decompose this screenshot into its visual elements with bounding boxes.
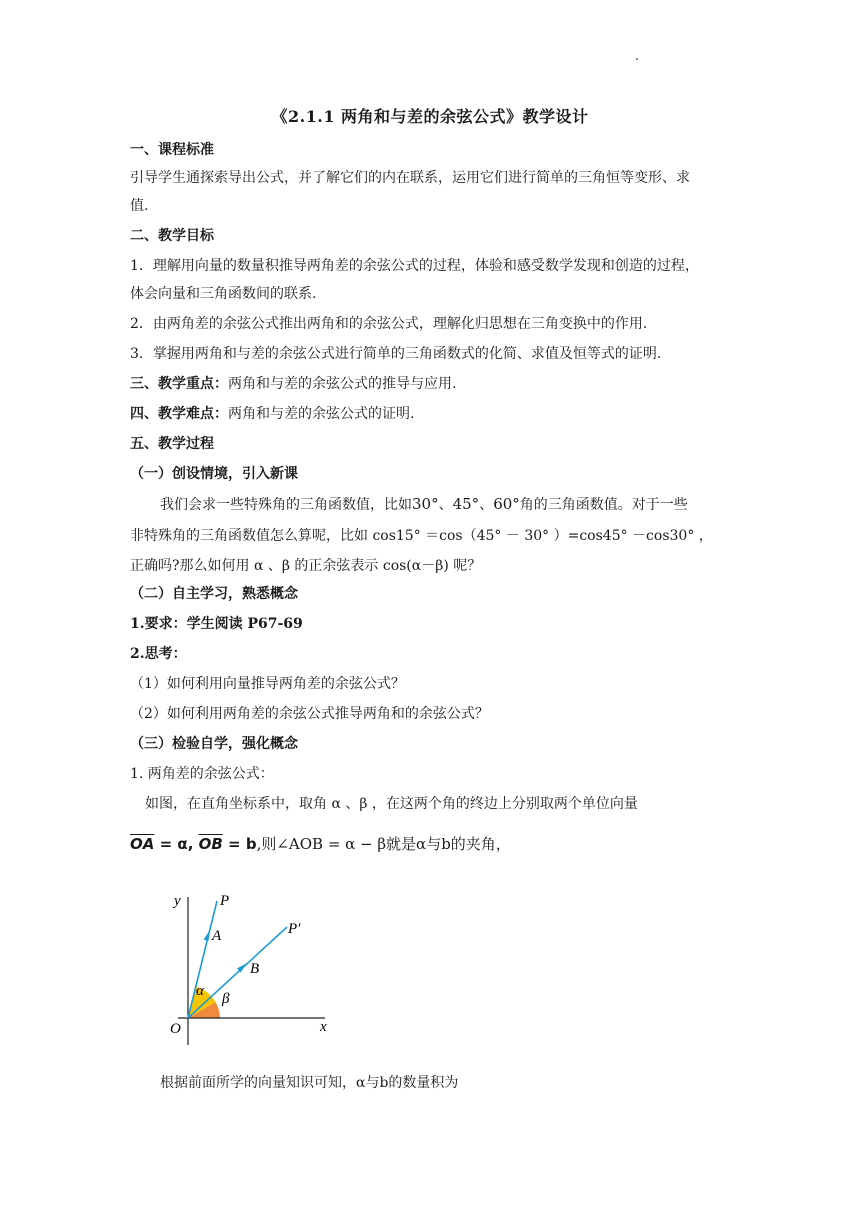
- goal-3: 3．掌握用两角和与差的余弦公式进行简单的三角函数式的化简、求值及恒等式的证明.: [130, 346, 662, 362]
- requirement: 1.要求：学生阅读 P67-69: [130, 616, 303, 632]
- document-title: 《2.1.1 两角和与差的余弦公式》教学设计: [271, 107, 589, 126]
- vector-definition: [130, 834, 730, 854]
- think: 2.思考：: [130, 646, 187, 662]
- goal-2: 2．由两角差的余弦公式推出两角和的余弦公式，理解化归思想在三角变换中的作用.: [130, 316, 648, 332]
- section-1-heading: 一、课程标准: [130, 142, 214, 158]
- vector-eq-2: = b: [222, 835, 257, 853]
- formula-1-text: 如图，在直角坐标系中，取角 α 、β ，在这两个角的终边上分别取两个单位向量: [145, 796, 638, 812]
- x-axis-label: x: [320, 1019, 327, 1035]
- section-5-heading: 五、教学过程: [130, 436, 214, 452]
- formula-1-heading: 1. 两角差的余弦公式：: [130, 766, 274, 782]
- process-1-line-1: [160, 494, 760, 515]
- sep-1: 、: [438, 497, 453, 513]
- vector-oa: $\overline{OA}$: [130, 835, 155, 853]
- vector-eq-1: = α,: [154, 835, 199, 853]
- section-3: [130, 374, 730, 394]
- section-3-heading: 三、教学重点：: [130, 376, 228, 392]
- vector-ob: $\overline{OB}$: [198, 835, 223, 853]
- section-2-heading: 二、教学目标: [130, 228, 214, 244]
- angle-60: 60°: [493, 495, 520, 513]
- goal-1-b: 体会向量和三角函数间的联系.: [130, 286, 317, 302]
- arrow-a-icon: [204, 930, 211, 941]
- section-4-heading: 四、教学难点：: [130, 406, 228, 422]
- vector-opp: [188, 927, 287, 1018]
- angle-45: 45°: [452, 495, 480, 513]
- p1-text-a: 我们会求一些特殊角的三角函数值，比如: [160, 497, 412, 513]
- process-2-heading: （二）自主学习，熟悉概念: [130, 586, 298, 602]
- process-1-line-3: 正确吗?那么如何用 α 、β 的正余弦表示 cos(α－β) 呢？: [130, 558, 482, 574]
- question-1: （1）如何利用向量推导两角差的余弦公式？: [130, 676, 405, 692]
- page-dot: [636, 58, 638, 60]
- sep-2: 、: [479, 497, 494, 513]
- origin-label: O: [170, 1021, 181, 1037]
- section-3-text: 两角和与差的余弦公式的推导与应用.: [228, 376, 457, 392]
- question-2: （2）如何利用两角差的余弦公式推导两角和的余弦公式？: [130, 706, 489, 722]
- unit-vector-figure: [140, 885, 350, 1050]
- beta-label: β: [222, 991, 230, 1007]
- goal-1-a: 1．理解用向量的数量积推导两角差的余弦公式的过程，体验和感受数学发现和创造的过程，: [130, 258, 699, 274]
- section-4: [130, 404, 730, 424]
- p-label: P: [220, 893, 230, 909]
- alpha-label: α: [196, 983, 204, 999]
- process-1-heading: （一）创设情境，引入新课: [130, 466, 298, 482]
- process-3-heading: （三）检验自学，强化概念: [130, 736, 298, 752]
- p1-text-b: 角的三角函数值。对于一些: [519, 497, 688, 513]
- process-1-line-2: 非特殊角的三角函数值怎么算呢，比如 cos15° ＝cos（45° － 30° ）=cos45° －cos30° ，: [130, 528, 713, 544]
- section-1-text-a: 引导学生通探索导出公式，并了解它们的内在联系，运用它们进行简单的三角恒等变形、求: [130, 170, 690, 186]
- vector-rest: ,则∠AOB = α − β就是α与b的夹角，: [256, 835, 511, 853]
- p-prime-label: P′: [288, 921, 301, 937]
- a-label: A: [212, 928, 222, 944]
- after-figure-text: 根据前面所学的向量知识可知，α与b的数量积为: [160, 1075, 459, 1091]
- y-axis-label: y: [174, 893, 181, 909]
- section-4-text: 两角和与差的余弦公式的证明.: [228, 406, 415, 422]
- section-1-text-b: 值.: [130, 198, 149, 214]
- b-label: B: [250, 961, 260, 977]
- angle-30: 30°: [412, 495, 439, 513]
